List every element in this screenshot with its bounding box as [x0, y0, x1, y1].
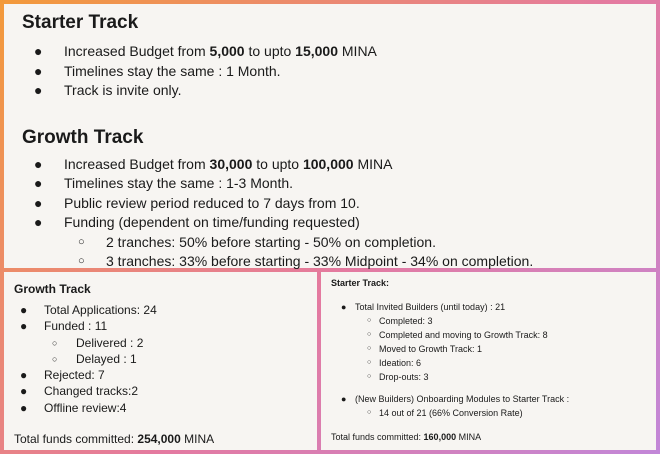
list-item: ● (New Builders) Onboarding Modules to Starter Track : [341, 394, 570, 404]
starter-timeline-item: ● Timelines stay the same : 1 Month. [22, 62, 656, 82]
bullet-icon: ● [34, 82, 43, 98]
bullet-icon: ● [341, 302, 347, 312]
hollow-bullet-icon: ○ [367, 331, 372, 338]
growth-stats-list [14, 302, 317, 416]
list-item: ○ Ideation: 6 [367, 358, 422, 368]
growth-stats-heading: Growth Track [14, 282, 91, 296]
hollow-bullet-icon: ○ [78, 235, 85, 248]
growth-timeline-item: ● Timelines stay the same : 1-3 Month. [22, 174, 656, 194]
growth-budget-item: ● Increased Budget from 30,000 to upto 100,000 MINA [22, 155, 656, 175]
bullet-icon: ● [341, 394, 347, 404]
list-item: ● Rejected: 7 [20, 368, 105, 383]
bullet-icon: ● [34, 43, 43, 59]
track-changes-panel [4, 4, 656, 268]
bullet-icon: ● [34, 214, 43, 230]
bullet-icon: ● [34, 194, 43, 211]
list-item: ○ Completed and moving to Growth Track: 8 [367, 330, 548, 340]
starter-stats-panel [321, 272, 656, 450]
growth-funding-item: ● Funding (dependent on time/funding requested) [22, 213, 656, 233]
list-item: ○ 14 out of 21 (66% Conversion Rate) [367, 408, 523, 418]
hollow-bullet-icon: ○ [52, 337, 58, 348]
list-item: ○ Delivered : 2 [52, 335, 144, 350]
bullet-icon: ● [20, 384, 28, 399]
starter-stats-list [331, 300, 656, 420]
starter-track-list [22, 42, 656, 101]
hollow-bullet-icon: ○ [52, 353, 58, 364]
funding-option-2-tranches: ○ 2 tranches: 50% before starting - 50% on completion. [22, 233, 656, 253]
bullet-icon: ● [20, 303, 28, 317]
bullet-icon: ● [20, 368, 28, 383]
list-item: ● Total Applications: 24 [20, 303, 157, 317]
list-item: ○ Delayed : 1 [52, 351, 137, 366]
bullet-icon: ● [34, 62, 43, 79]
starter-track-heading: Starter Track [22, 12, 139, 33]
starter-invite-item: ● Track is invite only. [22, 81, 656, 101]
growth-stats-panel [4, 272, 317, 450]
hollow-bullet-icon: ○ [78, 255, 85, 267]
growth-review-item: ● Public review period reduced to 7 days from 10. [22, 194, 656, 214]
bullet-icon: ● [34, 155, 43, 172]
bullet-icon: ● [34, 175, 43, 191]
hollow-bullet-icon: ○ [367, 345, 372, 352]
hollow-bullet-icon: ○ [367, 317, 372, 324]
list-item: ○ Moved to Growth Track: 1 [367, 344, 483, 354]
hollow-bullet-icon: ○ [367, 373, 372, 380]
starter-budget-item: ● Increased Budget from 5,000 to upto 15,000 MINA [22, 42, 656, 62]
list-item: ● Changed tracks:2 [20, 384, 139, 399]
funding-option-3-tranches: ○ 3 tranches: 33% before starting - 33% Midpoint - 34% on completion. [22, 252, 656, 272]
bullet-icon: ● [20, 319, 28, 334]
list-item: ○ Drop-outs: 3 [367, 372, 429, 382]
hollow-bullet-icon: ○ [367, 359, 372, 366]
starter-stats-heading: Starter Track: [331, 278, 390, 288]
hollow-bullet-icon: ○ [367, 409, 372, 416]
list-item: ● Offline review:4 [20, 400, 127, 415]
bullet-icon: ● [20, 400, 28, 415]
growth-total-funds: Total funds committed: 254,000 MINA [14, 432, 215, 446]
growth-track-list [22, 155, 656, 272]
list-item: ○ Completed: 3 [367, 316, 433, 326]
list-item: ● Total Invited Builders (until today) : 21 [341, 302, 506, 312]
starter-total-funds: Total funds committed: 160,000 MINA [331, 432, 482, 442]
growth-track-heading: Growth Track [22, 126, 144, 148]
list-item: ● Funded : 11 [20, 319, 108, 334]
